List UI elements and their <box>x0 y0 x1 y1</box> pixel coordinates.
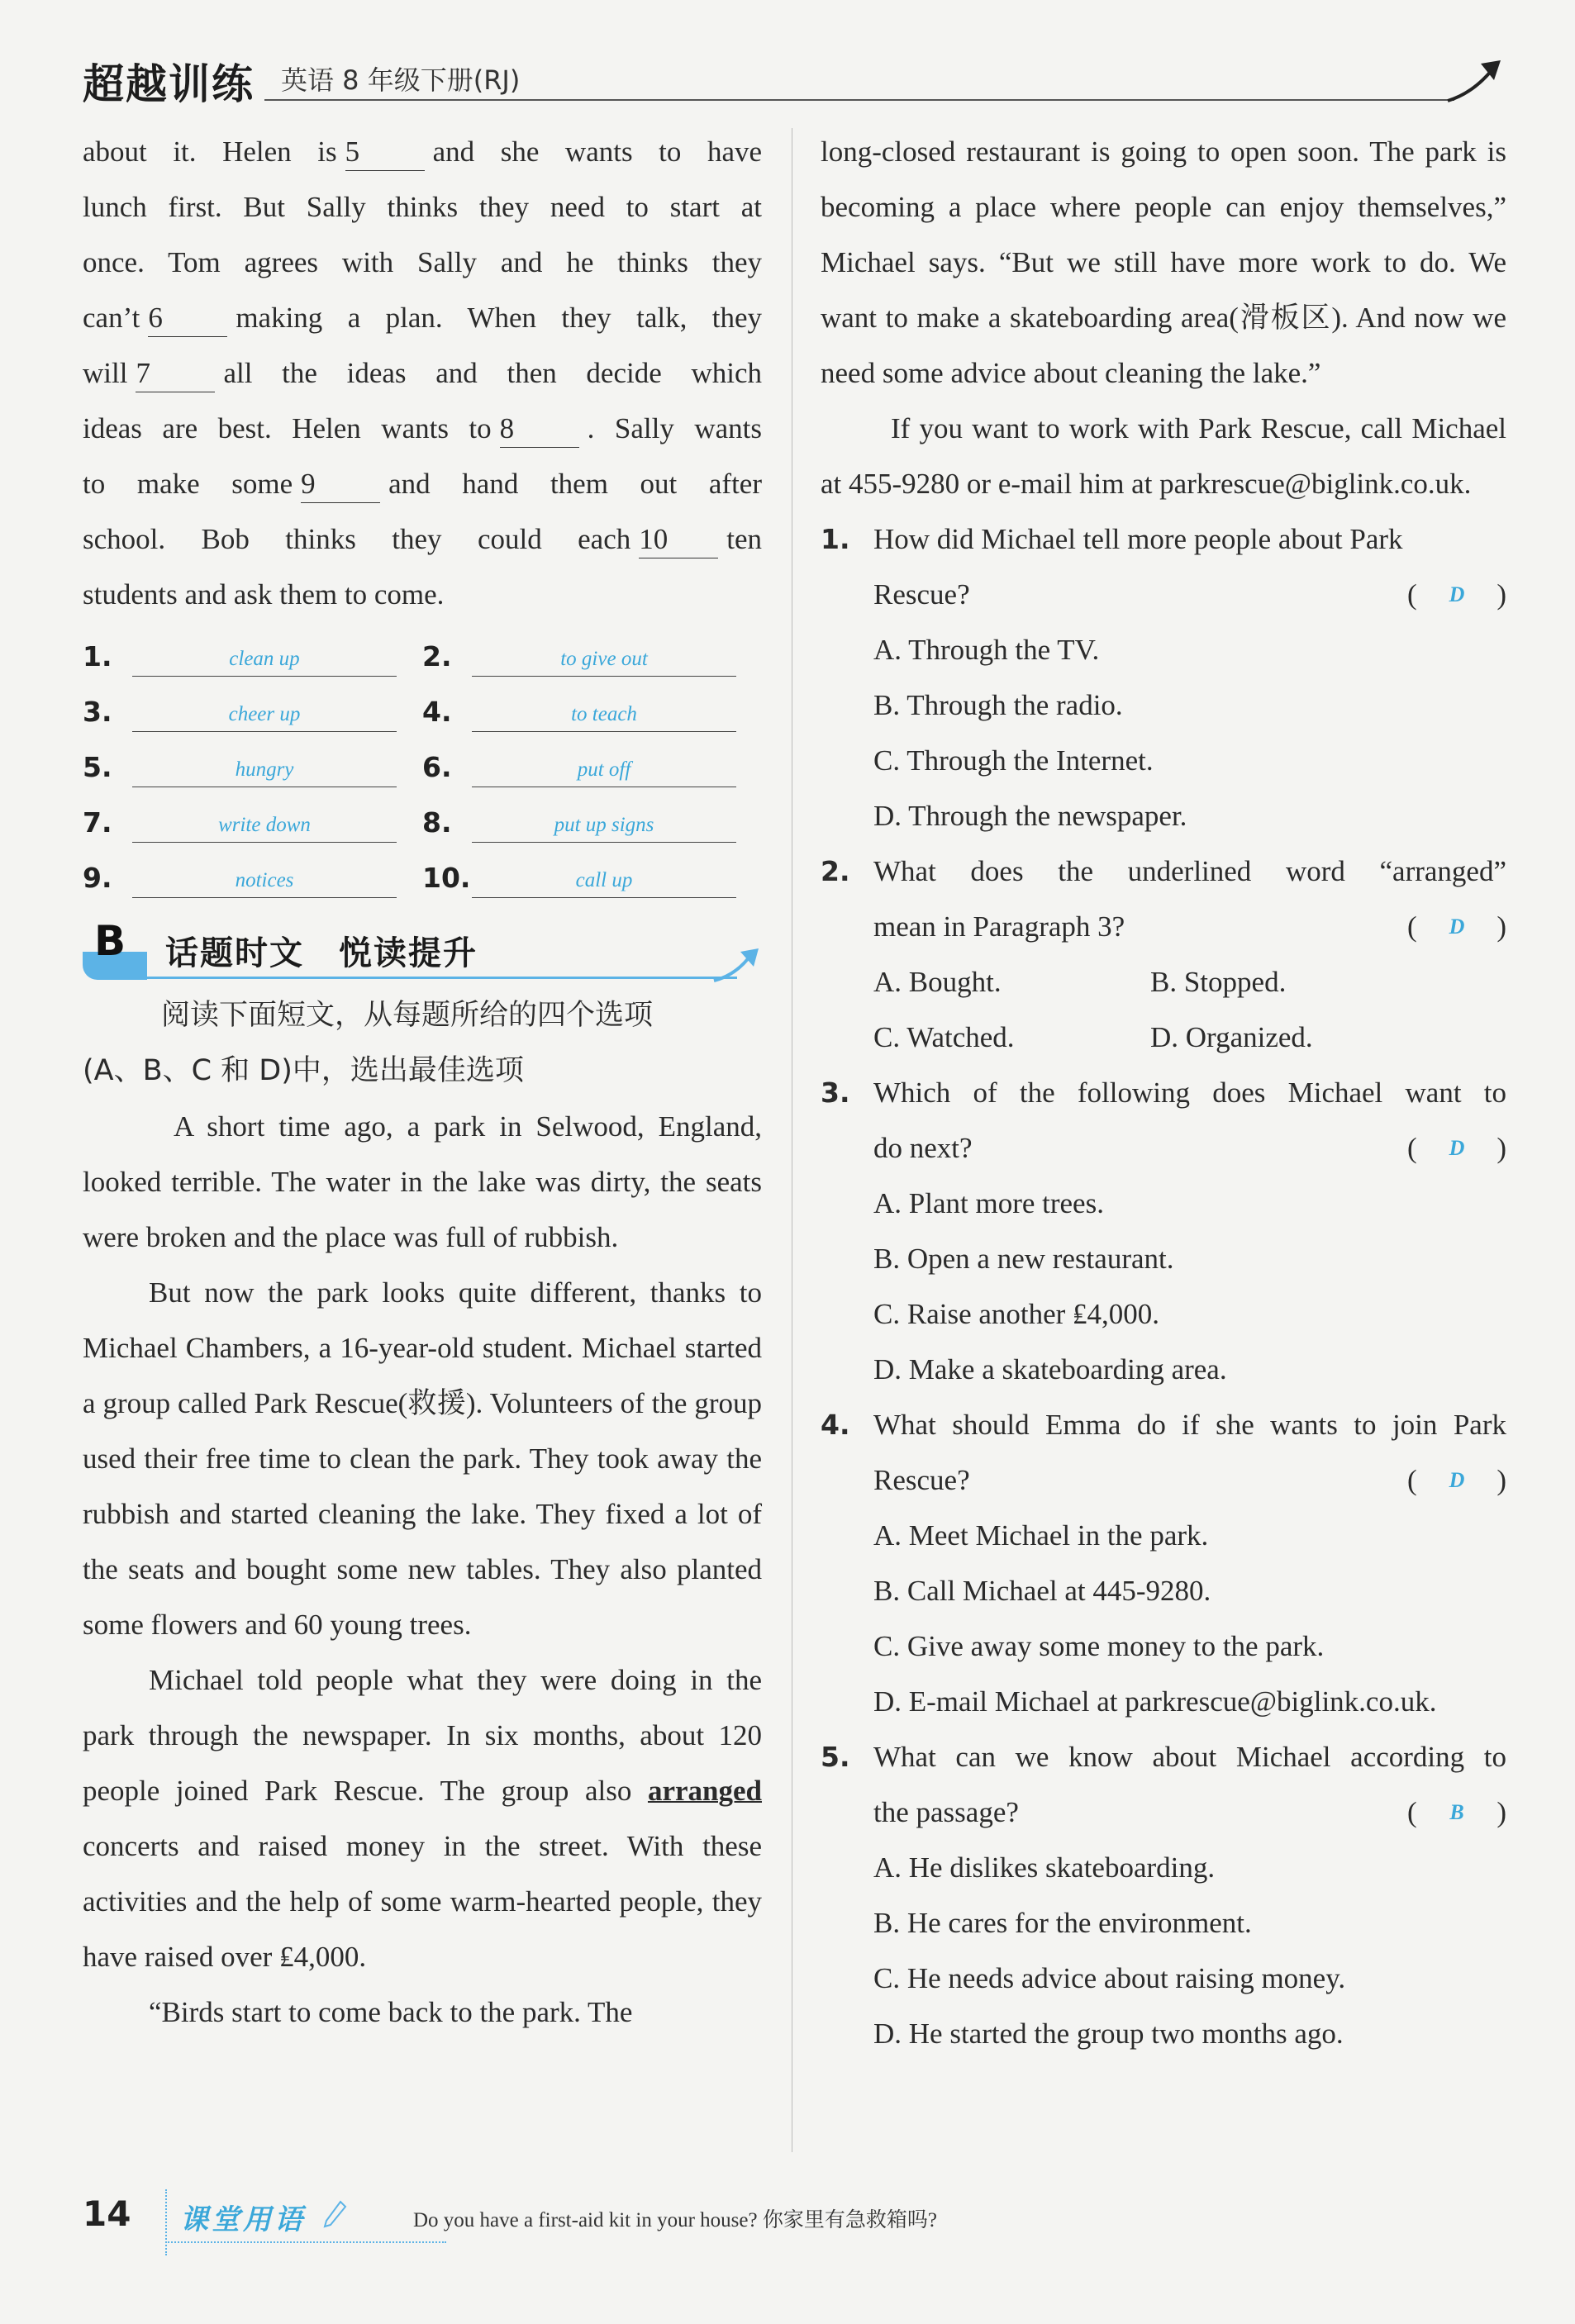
chosen-answer: B <box>1449 1800 1464 1824</box>
option[interactable]: A. He dislikes skateboarding. <box>873 1851 1216 1884</box>
answer-field[interactable]: notices <box>132 864 397 898</box>
brand-title: 超越训练 <box>83 60 255 108</box>
answer-field[interactable]: put off <box>472 753 736 787</box>
right-column <box>821 124 1506 2061</box>
option[interactable]: B. Open a new restaurant. <box>873 1243 1174 1275</box>
header-rule <box>264 99 1454 101</box>
swoosh-arrow-icon <box>712 943 762 985</box>
answer-row <box>83 795 762 850</box>
cloze-line: can’t 6 making a plan. When they talk, they <box>83 290 762 345</box>
answer-field[interactable]: to give out <box>472 643 736 677</box>
answer-item: 3. cheer up <box>83 691 422 732</box>
answer-item: 2. to give out <box>422 636 762 677</box>
cloze-line: school. Bob thinks they could each 10 ten <box>83 511 762 567</box>
passage-paragraph-4-cont: long-closed restaurant is going to open soon. The park is becoming a place where people can enjoy themselves,” Michael says. “But we still have more work to do. We want to make a skateboarding area(滑板区). And now we need some advice about cleaning the lake.” <box>821 135 1506 389</box>
answer-bracket[interactable]: ( D ) <box>1407 1452 1506 1508</box>
pencil-icon <box>322 2200 347 2228</box>
answer-bracket[interactable]: ( B ) <box>1407 1785 1506 1840</box>
passage-paragraph-1: A short time ago, a park in Selwood, England, looked terrible. The water in the lake was dirty, the seats were broken and the place was full of rubbish. <box>83 1110 762 1253</box>
option[interactable]: C. He needs advice about raising money. <box>873 1962 1346 1994</box>
cloze-line: students and ask them to come. <box>83 578 445 611</box>
option[interactable]: D. Organized. <box>1150 1021 1313 1053</box>
answer-grid <box>83 629 762 905</box>
option[interactable]: B. Call Michael at 445-9280. <box>873 1575 1211 1607</box>
option[interactable]: A. Meet Michael in the park. <box>873 1519 1209 1552</box>
answer-item: 4. to teach <box>422 691 762 732</box>
answer-field[interactable]: put up signs <box>472 809 736 843</box>
page-header <box>83 51 1504 109</box>
answer-item: 9. notices <box>83 858 422 898</box>
page-number: 14 <box>83 2193 131 2234</box>
option[interactable]: C. Raise another ₤4,000. <box>873 1298 1160 1330</box>
cloze-line: lunch first. But Sally thinks they need to start at <box>83 191 762 223</box>
blank-9: 9 <box>301 466 380 503</box>
option[interactable]: D. E-mail Michael at parkrescue@biglink.co.uk. <box>873 1685 1437 1718</box>
page-footer <box>83 2193 1504 2260</box>
option[interactable]: B. Stopped. <box>1150 966 1287 998</box>
answer-row <box>83 684 762 739</box>
passage-paragraph-5: If you want to work with Park Rescue, call Michael at 455-9280 or e-mail him at parkrescue@biglink.co.uk. <box>821 412 1506 500</box>
answer-field[interactable]: to teach <box>472 698 736 732</box>
option[interactable]: C. Watched. <box>873 1021 1015 1053</box>
option[interactable]: D. Make a skateboarding area. <box>873 1353 1227 1385</box>
swoosh-arrow-icon <box>1446 55 1504 105</box>
answer-item: 5. hungry <box>83 747 422 787</box>
answer-field[interactable]: cheer up <box>132 698 397 732</box>
passage-paragraph-3: Michael told people what they were doing in the park through the newspaper. In six months, about 120 people joined Park Rescue. The group also arranged concerts and raised money in the street. With these activities and the help of some warm-hearted people, they have raised over ₤4,000. <box>83 1664 762 1973</box>
answer-field[interactable]: clean up <box>132 643 397 677</box>
question-3: 3. Which of the following does Michael want to do next? ( D ) A. Plant more trees. B. Open a new restaurant. C. Raise another ₤4,000. D. Make a skateboarding area. <box>821 1065 1506 1397</box>
answer-field[interactable]: call up <box>472 864 736 898</box>
cloze-passage <box>83 124 762 622</box>
instruction-line: 阅读下面短文，从每题所给的四个选项 <box>161 999 654 1032</box>
blank-10: 10 <box>639 521 718 558</box>
option[interactable]: D. Through the newspaper. <box>873 800 1187 832</box>
blank-8: 8 <box>500 411 579 448</box>
answer-field[interactable]: hungry <box>132 753 397 787</box>
section-rule <box>132 977 737 979</box>
chosen-answer: D <box>1449 1468 1465 1492</box>
answer-item: 7. write down <box>83 802 422 843</box>
question-2: 2. What does the underlined word “arranged” mean in Paragraph 3? ( D ) A. Bought. B. Stopped. C. Watched. D. Organized. <box>821 844 1506 1065</box>
footer-divider <box>165 2189 167 2255</box>
question-1: 1. How did Michael tell more people about Park Rescue? ( D ) A. Through the TV. B. Through the radio. C. Through the Internet. D. Through the newspaper. <box>821 511 1506 844</box>
answer-row <box>83 850 762 905</box>
classroom-phrase: Do you have a first-aid kit in your house? 你家里有急救箱吗? <box>413 2209 937 2231</box>
left-column <box>83 124 762 2040</box>
section-title: 话题时文 悦读提升 <box>165 934 478 972</box>
answer-item: 6. put off <box>422 747 762 787</box>
answer-item: 8. put up signs <box>422 802 762 843</box>
book-subtitle: 英语 8 年级下册(RJ) <box>281 64 521 96</box>
blank-7: 7 <box>136 355 215 392</box>
cloze-line: will 7 all the ideas and then decide which <box>83 345 762 401</box>
answer-bracket[interactable]: ( D ) <box>1407 899 1506 954</box>
option[interactable]: D. He started the group two months ago. <box>873 2017 1344 2050</box>
chosen-answer: D <box>1449 915 1465 939</box>
option[interactable]: B. He cares for the environment. <box>873 1907 1252 1939</box>
question-5: 5. What can we know about Michael according to the passage? ( B ) A. He dislikes skateboarding. B. He cares for the environment. C. He needs advice about raising money. D. He started the group two months ago. <box>821 1729 1506 2061</box>
option[interactable]: B. Through the radio. <box>873 689 1123 721</box>
section-b-banner <box>83 919 762 985</box>
footer-label: 课堂用语 <box>180 2203 306 2236</box>
answer-row <box>83 629 762 684</box>
passage-paragraph-2: But now the park looks quite different, thanks to Michael Chambers, a 16-year-old student. Michael started a group called Park Rescue(救援). Volunteers of the group used their free time to clean the park. They took away the rubbish and started cleaning the lake. They fixed a lot of the seats and bought some new tables. They also planted some flowers and 60 young trees. <box>83 1276 762 1641</box>
chosen-answer: D <box>1449 1136 1465 1160</box>
cloze-line: ideas are best. Helen wants to 8 . Sally wants <box>83 401 762 456</box>
passage-paragraph-4: “Birds start to come back to the park. The <box>149 1996 633 2028</box>
question-4: 4. What should Emma do if she wants to join Park Rescue? ( D ) A. Meet Michael in the park. B. Call Michael at 445-9280. C. Give away some money to the park. D. E-mail Michael at parkrescue@biglink.co.uk. <box>821 1397 1506 1729</box>
instruction-line: (A、B、C 和 D)中，选出最佳选项 <box>83 1054 524 1087</box>
underlined-word: arranged <box>647 1775 762 1807</box>
option[interactable]: C. Give away some money to the park. <box>873 1630 1325 1662</box>
cloze-line: to make some 9 and hand them out after <box>83 456 762 511</box>
answer-bracket[interactable]: ( D ) <box>1407 1120 1506 1176</box>
section-letter: B <box>94 917 126 965</box>
cloze-line: once. Tom agrees with Sally and he thinks they <box>83 246 762 278</box>
answer-field[interactable]: write down <box>132 809 397 843</box>
answer-item: 1. clean up <box>83 636 422 677</box>
footer-dotted-rule <box>165 2241 446 2243</box>
option[interactable]: A. Plant more trees. <box>873 1187 1104 1219</box>
option[interactable]: C. Through the Internet. <box>873 744 1154 777</box>
blank-5: 5 <box>345 134 425 171</box>
answer-bracket[interactable]: ( D ) <box>1407 567 1506 622</box>
option[interactable]: A. Through the TV. <box>873 634 1100 666</box>
chosen-answer: D <box>1449 582 1465 606</box>
cloze-line: about it. Helen is 5 and she wants to have <box>83 124 762 179</box>
option[interactable]: A. Bought. <box>873 966 1002 998</box>
answer-row <box>83 739 762 795</box>
blank-6: 6 <box>148 300 227 337</box>
answer-item: 10. call up <box>422 858 762 898</box>
